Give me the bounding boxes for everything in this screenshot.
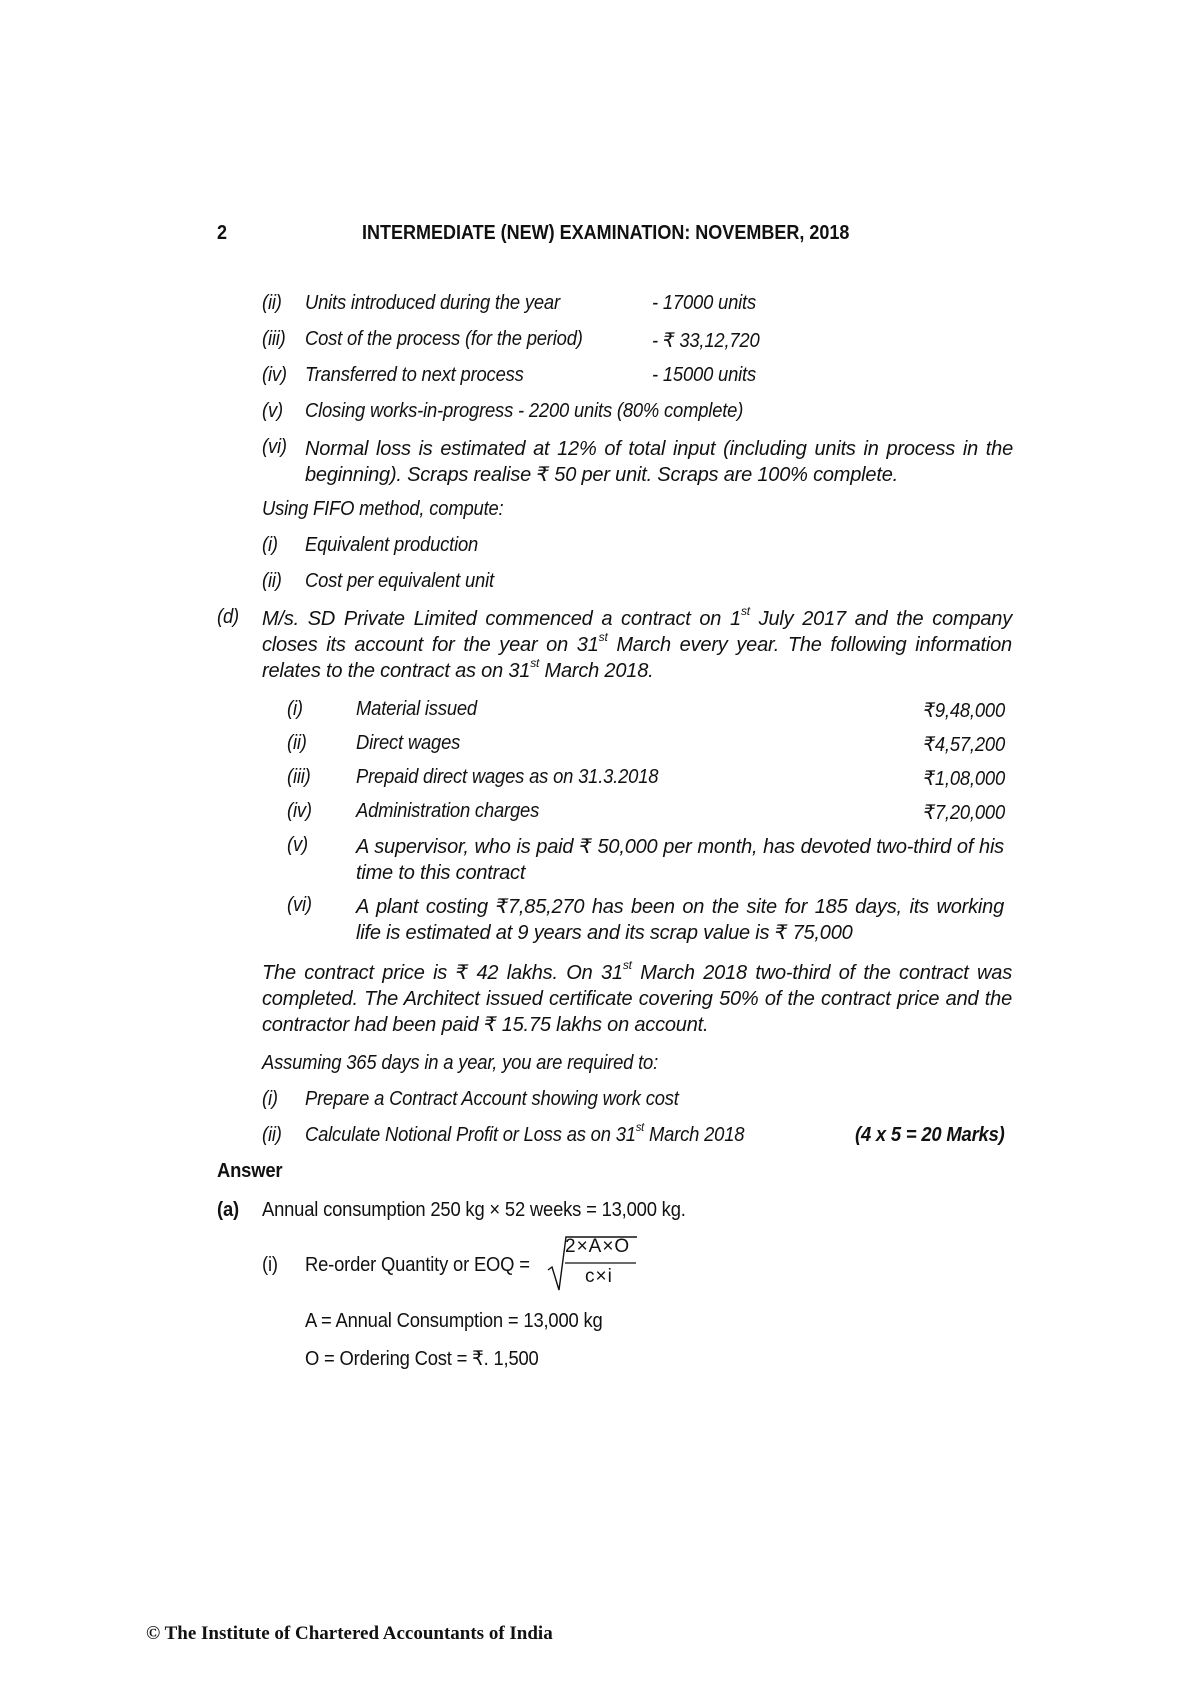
contract-item-num: (iii) bbox=[287, 766, 311, 788]
process-item-label: Cost of the process (for the period) bbox=[305, 328, 583, 350]
fifo-item-label: Cost per equivalent unit bbox=[305, 570, 494, 592]
fifo-item-num: (ii) bbox=[262, 570, 282, 592]
contract-item-num: (ii) bbox=[287, 732, 307, 754]
process-item-num: (iii) bbox=[262, 328, 286, 350]
process-item-value: - 17000 units bbox=[652, 292, 757, 314]
contract-item-label: A plant costing ₹7,85,270 has been on the site for 185 days, its working life is estimated at 9 years and its scrap value is ₹ 75,000 bbox=[356, 896, 1004, 944]
eoq-formula bbox=[547, 1234, 637, 1292]
contract-item-label: Direct wages bbox=[356, 732, 461, 754]
fifo-item-label: Equivalent production bbox=[305, 534, 479, 556]
answer-a-label: (a) bbox=[217, 1199, 239, 1221]
fifo-intro: Using FIFO method, compute: bbox=[262, 498, 504, 520]
annual-consumption-def: A = Annual Consumption = 13,000 kg bbox=[305, 1310, 603, 1332]
process-item-num: (vi) bbox=[262, 436, 287, 458]
requirement-num: (i) bbox=[262, 1088, 278, 1110]
requirement-label: Calculate Notional Profit or Loss as on 31st March 2018 bbox=[305, 1120, 745, 1146]
eoq-label: Re-order Quantity or EOQ = bbox=[305, 1254, 530, 1276]
eoq-numerator: 2×A×O bbox=[565, 1236, 631, 1257]
page-number: 2 bbox=[217, 222, 228, 244]
contract-item-label: A supervisor, who is paid ₹ 50,000 per month, has devoted two-third of his time to this contract bbox=[356, 836, 1004, 884]
contract-item-num: (v) bbox=[287, 834, 308, 856]
contract-item-num: (iv) bbox=[287, 800, 312, 822]
marks-label: (4 x 5 = 20 Marks) bbox=[855, 1124, 1005, 1146]
assumption-text: Assuming 365 days in a year, you are required to: bbox=[262, 1052, 659, 1074]
part-d-intro: M/s. SD Private Limited commenced a contract on 1st July 2017 and the company closes its account for the year on 31st March every year. The following information relates to the contract as on 31st March 2018. bbox=[262, 604, 1013, 682]
ordering-cost-def: O = Ordering Cost = ₹. 1,500 bbox=[305, 1348, 539, 1370]
contract-item-label: Material issued bbox=[356, 698, 477, 720]
contract-item-amount: ₹7,20,000 bbox=[923, 802, 1005, 824]
process-item-label: Transferred to next process bbox=[305, 364, 524, 386]
contract-item-amount: ₹9,48,000 bbox=[923, 700, 1005, 722]
answer-heading: Answer bbox=[217, 1160, 283, 1182]
process-item-label: Normal loss is estimated at 12% of total input (including units in process in the beginning). Scraps realise ₹ 50 per unit. Scraps are 100% complete. bbox=[305, 438, 1013, 486]
requirement-label: Prepare a Contract Account showing work cost bbox=[305, 1088, 679, 1110]
process-item-label: Units introduced during the year bbox=[305, 292, 560, 314]
part-d-label: (d) bbox=[217, 606, 239, 628]
process-item-label: Closing works-in-progress - 2200 units (80% complete) bbox=[305, 400, 744, 422]
contract-item-amount: ₹4,57,200 bbox=[923, 734, 1005, 756]
process-item-value: - ₹ 33,12,720 bbox=[652, 330, 760, 352]
page-title: INTERMEDIATE (NEW) EXAMINATION: NOVEMBER, 2018 bbox=[362, 222, 850, 244]
process-item-num: (ii) bbox=[262, 292, 282, 314]
contract-item-num: (i) bbox=[287, 698, 303, 720]
contract-item-label: Prepaid direct wages as on 31.3.2018 bbox=[356, 766, 659, 788]
requirement-num: (ii) bbox=[262, 1124, 282, 1146]
process-item-value: - 15000 units bbox=[652, 364, 757, 386]
contract-item-num: (vi) bbox=[287, 894, 312, 916]
process-item-num: (v) bbox=[262, 400, 283, 422]
fifo-item-num: (i) bbox=[262, 534, 278, 556]
contract-price-paragraph: The contract price is ₹ 42 lakhs. On 31st March 2018 two-third of the contract was completed. The Architect issued certificate covering 50% of the contract price and the contractor had been paid ₹ 15.75 lakhs on account. bbox=[262, 958, 1013, 1036]
contract-item-amount: ₹1,08,000 bbox=[923, 768, 1005, 790]
eoq-denominator: c×i bbox=[585, 1266, 613, 1287]
footer-copyright: © The Institute of Chartered Accountants of India bbox=[146, 1623, 553, 1644]
process-item-num: (iv) bbox=[262, 364, 287, 386]
contract-item-label: Administration charges bbox=[356, 800, 540, 822]
answer-a-text: Annual consumption 250 kg × 52 weeks = 13,000 kg. bbox=[262, 1199, 686, 1221]
answer-i-label: (i) bbox=[262, 1254, 278, 1276]
